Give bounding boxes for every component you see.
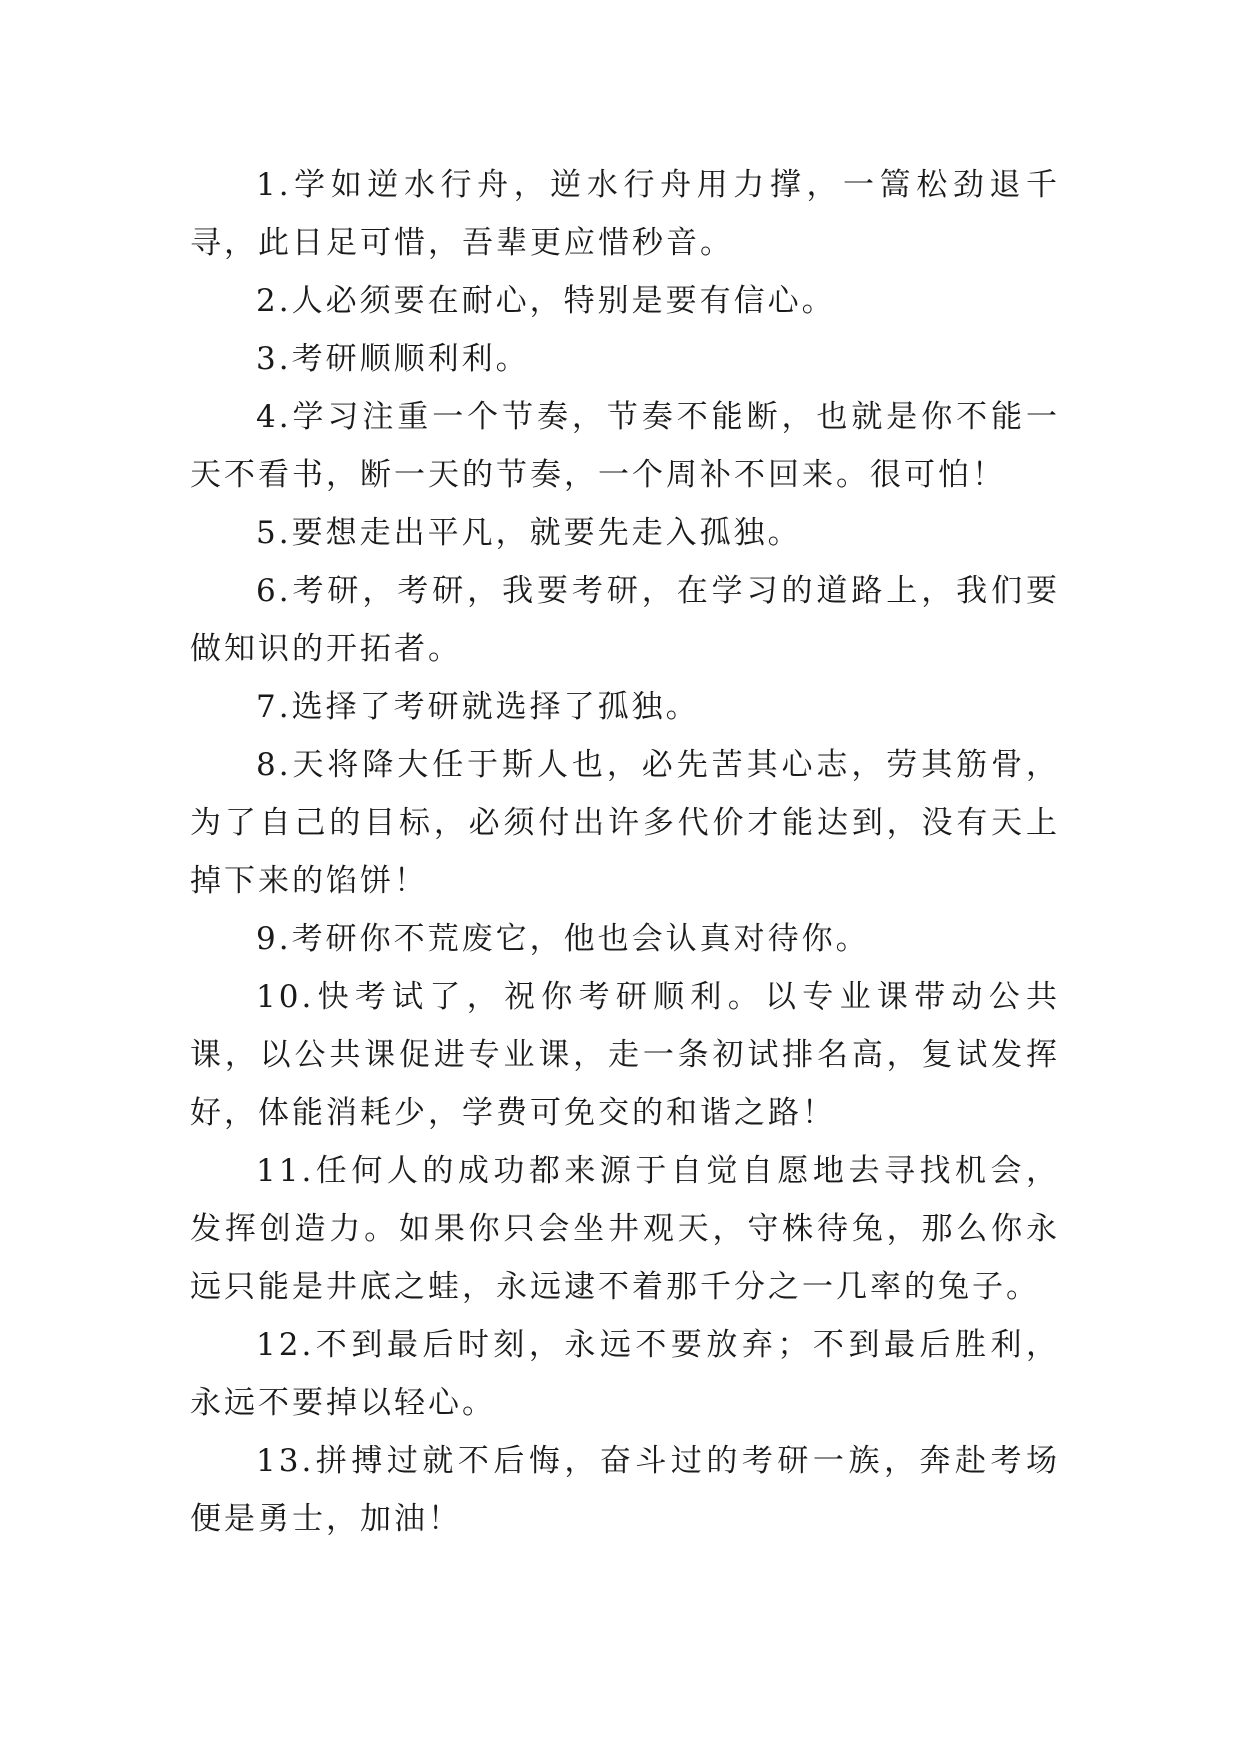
paragraph-4: 4.学习注重一个节奏，节奏不能断，也就是你不能一天不看书，断一天的节奏，一个周补不回来。很可怕！ xyxy=(190,399,1060,493)
paragraph-6: 6.考研，考研，我要考研，在学习的道路上，我们要做知识的开拓者。 xyxy=(190,573,1060,667)
paragraph-11: 11.任何人的成功都来源于自觉自愿地去寻找机会，发挥创造力。如果你只会坐井观天，守株待兔，那么你永远只能是井底之蛙，永远逮不着那千分之一几率的兔子。 xyxy=(190,1153,1060,1305)
paragraph-9: 9.考研你不荒废它，他也会认真对待你。 xyxy=(256,921,870,957)
paragraph-10: 10.快考试了，祝你考研顺利。以专业课带动公共课，以公共课促进专业课，走一条初试排名高，复试发挥好，体能消耗少，学费可免交的和谐之路！ xyxy=(190,979,1060,1131)
paragraph-12: 12.不到最后时刻，永远不要放弃；不到最后胜利，永远不要掉以轻心。 xyxy=(190,1327,1060,1421)
paragraph-13: 13.拼搏过就不后悔，奋斗过的考研一族，奔赴考场便是勇士，加油！ xyxy=(190,1443,1060,1537)
document-body xyxy=(190,156,1060,1548)
paragraph-3: 3.考研顺顺利利。 xyxy=(256,341,530,377)
paragraph-8: 8.天将降大任于斯人也，必先苦其心志，劳其筋骨，为了自己的目标，必须付出许多代价才能达到，没有天上掉下来的馅饼！ xyxy=(190,747,1060,899)
paragraph-5: 5.要想走出平凡，就要先走入孤独。 xyxy=(256,515,802,551)
paragraph-1: 1.学如逆水行舟，逆水行舟用力撑，一篙松劲退千寻，此日足可惜，吾辈更应惜秒音。 xyxy=(190,167,1060,261)
paragraph-2: 2.人必须要在耐心，特别是要有信心。 xyxy=(256,283,836,319)
paragraph-7: 7.选择了考研就选择了孤独。 xyxy=(256,689,700,725)
